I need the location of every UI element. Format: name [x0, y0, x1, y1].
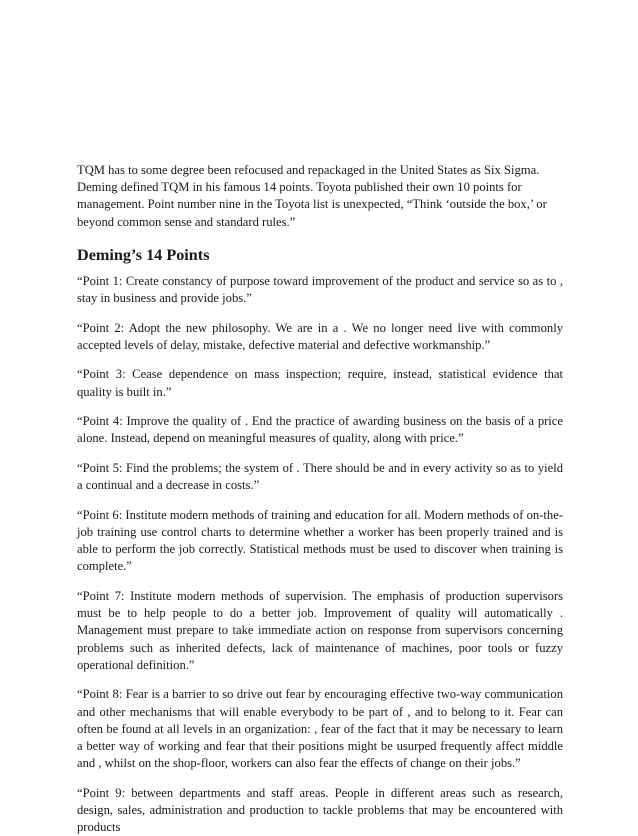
point-5: “Point 5: Find the problems; the system of . There should be and in every activity so as to yield a continual and a decrease in costs.” — [77, 461, 563, 493]
points-list — [77, 273, 563, 836]
point-7: “Point 7: Institute modern methods of supervision. The emphasis of production supervisors must be to help people to do a better job. Improvement of quality will automatically . Management must prepare to take immediate action on response from supervisors concerning problems such as inherited defects, lack of maintenance of machines, poor tools or fuzzy operational definition.” — [77, 589, 563, 672]
point-2: “Point 2: Adopt the new philosophy. We are in a . We no longer need live with commonly accepted levels of delay, mistake, defective material and defective workmanship.” — [77, 320, 563, 352]
document-page — [77, 162, 563, 836]
point-9: “Point 9: between departments and staff areas. People in different areas such as research, design, sales, administration and production to tackle problems that may be encountered with products — [77, 785, 563, 835]
point-6: “Point 6: Institute modern methods of training and education for all. Modern methods of on-the-job training use control charts to determine whether a worker has been properly trained and is able to perform the job correctly. Statistical methods must be used to discover when training is complete.” — [77, 507, 563, 574]
point-3: “Point 3: Cease dependence on mass inspection; require, instead, statistical evidence that quality is built in.” — [77, 367, 563, 399]
section-heading: Deming’s 14 Points — [77, 245, 210, 264]
point-8: “Point 8: Fear is a barrier to so drive out fear by encouraging effective two-way communication and other mechanisms that will enable everybody to be part of , and to belong to it. Fear can often be found at all levels in an organization: , fear of the fact that it may be necessary to learn a better way of working and fear that their positions might be usurped frequently affect middle and , whilst on the shop-floor, workers can also fear the effects of change on their jobs.” — [77, 687, 563, 771]
point-1: “Point 1: Create constancy of purpose toward improvement of the product and service so as to , stay in business and provide jobs.” — [77, 273, 563, 306]
point-4: “Point 4: Improve the quality of . End the practice of awarding business on the basis of a price alone. Instead, depend on meaningful measures of quality, along with price.” — [77, 414, 563, 446]
intro-paragraph: TQM has to some degree been refocused and repackaged in the United States as Six Sigma. Deming defined TQM in his famous 14 points. Toyota published their own 10 points for management. Point number nine in the Toyota list is unexpected, “Think ‘outside the box,’ or beyond common sense and standard rules.” — [77, 163, 547, 229]
